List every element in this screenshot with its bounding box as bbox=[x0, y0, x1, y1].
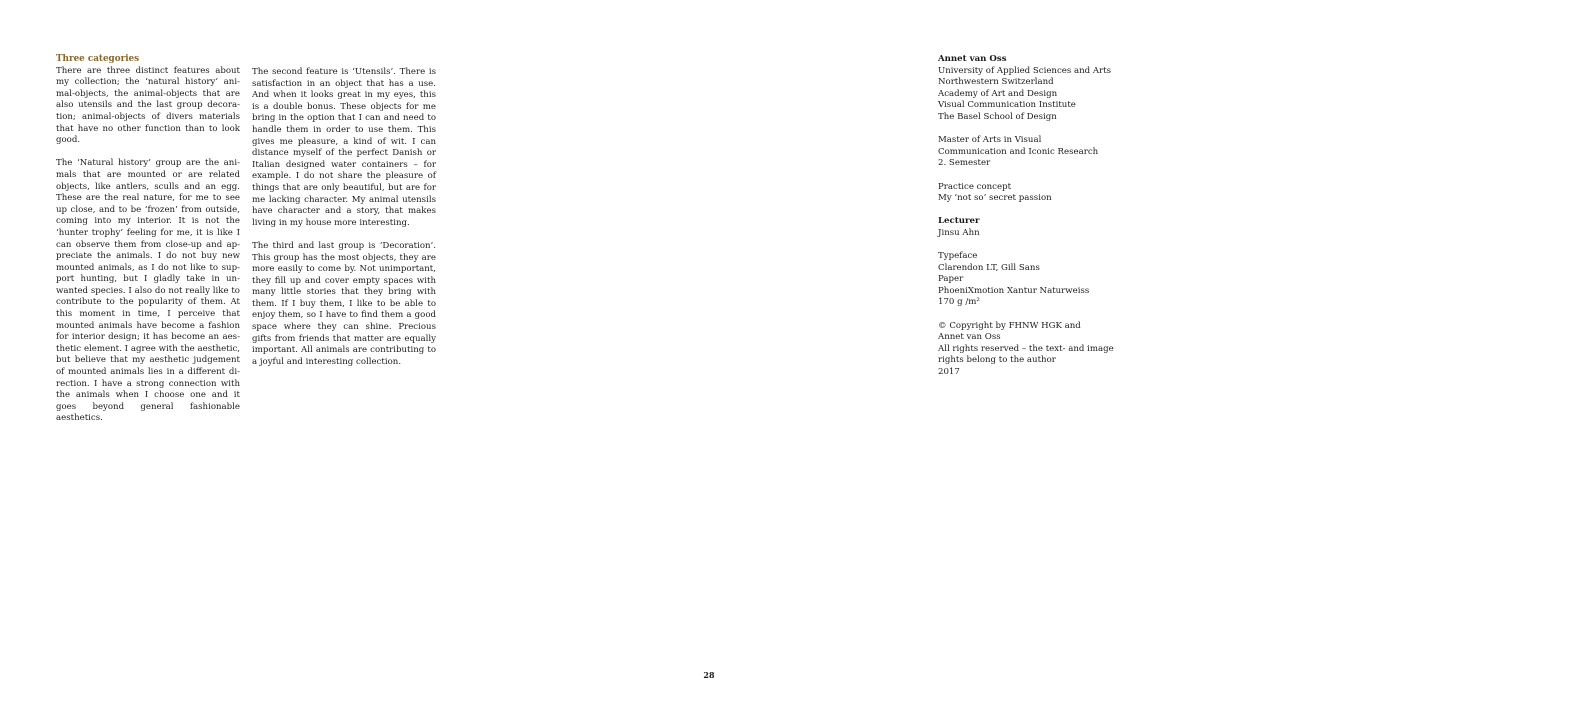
copyright-line: Annet van Oss bbox=[938, 332, 1001, 343]
institution-line: Academy of Art and Design bbox=[938, 88, 1058, 99]
copyright-line: All rights reserved – the text- and image bbox=[938, 343, 1114, 354]
institution-line: Northwestern Switzerland bbox=[938, 77, 1054, 88]
copyright-line: rights belong to the author bbox=[938, 355, 1056, 366]
institution-line: Visual Communication Institute bbox=[938, 100, 1076, 111]
article-column-left bbox=[56, 54, 240, 437]
colophon-author-block bbox=[938, 54, 1138, 124]
paper-value: PhoeniXmotion Xantur Naturweiss bbox=[938, 285, 1090, 296]
author-name: Annet van Oss bbox=[938, 54, 1007, 64]
copyright-line: © Copyright by FHNW HGK and bbox=[938, 320, 1081, 331]
practice-label: Practice concept bbox=[938, 181, 1012, 192]
paragraph-utensils: The second feature is ‘Utensils’. There is satisfaction in an object that has a use. And when it looks great in my eyes, this is a double bonus. These objects for me bring in the option that I can and need to handle them in order to use them. This gives me pleasure, a kind of wit. I can distance myself of the perfect Danish or Italian designed water containers – for example. I do not share the pleasure of things that are only beautiful, but are for me lacking character. My animal utensils have character and a story, that makes living in my house more interesting. bbox=[252, 67, 436, 228]
colophon-typeface-block bbox=[938, 251, 1138, 309]
lecturer-label: Lecturer bbox=[938, 216, 980, 227]
paper-weight: 170 g /m² bbox=[938, 297, 980, 308]
colophon-program-block bbox=[938, 135, 1138, 170]
colophon-lecturer-block bbox=[938, 216, 1138, 239]
institution-line: University of Applied Sciences and Arts bbox=[938, 65, 1112, 76]
paper-label: Paper bbox=[938, 274, 964, 285]
page-number: 28 bbox=[703, 670, 715, 680]
practice-title: My ‘not so’ secret passion bbox=[938, 193, 1052, 204]
paragraph-three-categories: There are three distinct features about my collection; the ‘natural history’ animal-objects, the animal-objects that are also utensils and the last group decoration; animal-objects of divers materials that have no other function than to look good. bbox=[56, 65, 240, 146]
paragraph-decoration: The third and last group is ‘Decoration’. This group has the most objects, they are more easily to come by. Not unimportant, they fill up and cover empty spaces with many little stories that they bring with them. If I buy them, I like to be able to enjoy them, so I have to find them a good space where they can shine. Precious gifts from friends that matter are equally important. All animals are contributing to a joyful and interesting collection. bbox=[252, 240, 436, 367]
lecturer-name: Jinsu Ahn bbox=[938, 227, 980, 238]
program-line: Master of Arts in Visual bbox=[938, 135, 1042, 146]
copyright-year: 2017 bbox=[938, 367, 960, 378]
colophon-practice-block bbox=[938, 182, 1138, 205]
colophon-copyright-block bbox=[938, 321, 1138, 379]
typeface-value: Clarendon LT, Gill Sans bbox=[938, 262, 1040, 273]
paragraph-natural-history: The ‘Natural history’ group are the animals that are mounted or are related objects, like antlers, sculls and an egg. These are the real nature, for me to see up close, and to be ‘frozen’ from outside, coming into my interior. It is not the ‘hunter trophy’ feeling for me, it is like I can observe them from close-up and appreciate the animals. I do not buy new mounted animals, as I do not like to support hunting, but I gladly take in unwanted species. I also do not really like to contribute to the popularity of them. At this moment in time, I perceive that mounted animals have become a fashion for interior design; it has become an aesthetic element. I agree with the aesthetic, but believe that my aesthetic judgement of mounted animals lies in a different direction. I have a strong connection with the animals when I choose one and it goes beyond general fashionable aesthetics. bbox=[56, 158, 240, 424]
program-line: 2. Semester bbox=[938, 158, 991, 169]
typeface-label: Typeface bbox=[938, 251, 978, 262]
article-column-right bbox=[252, 67, 436, 380]
program-line: Communication and Iconic Research bbox=[938, 146, 1099, 157]
section-heading: Three categories bbox=[56, 54, 140, 64]
colophon bbox=[938, 54, 1138, 390]
institution-line: The Basel School of Design bbox=[938, 111, 1057, 122]
